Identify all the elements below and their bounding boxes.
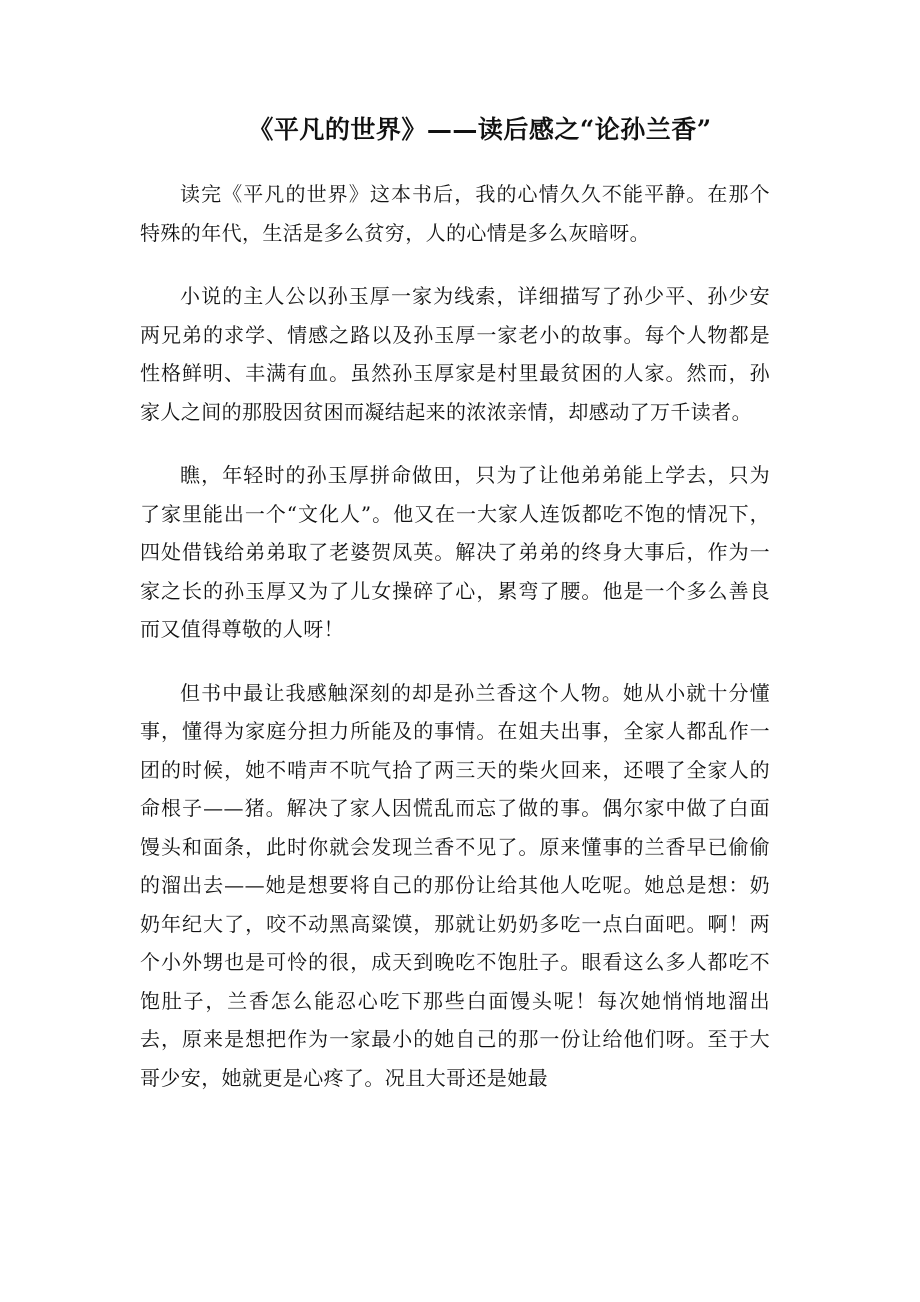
document-title: 《平凡的世界》——读后感之“论孙兰香” (248, 115, 712, 144)
paragraph-2: 小说的主人公以孙玉厚一家为线索，详细描写了孙少平、孙少安两兄弟的求学、情感之路以及孙玉厚一家老小的故事。每个人物都是性格鲜明、丰满有血。虽然孙玉厚家是村里最贫困的人家。然而，孙家人之间的那股因贫困而凝结起来的浓浓亲情，却感动了万千读者。 (140, 284, 770, 424)
paragraph-1: 读完《平凡的世界》这本书后，我的心情久久不能平静。在那个特殊的年代，生活是多么贫穷，人的心情是多么灰暗呀。 (140, 182, 770, 245)
paragraph-4: 但书中最让我感触深刻的却是孙兰香这个人物。她从小就十分懂事，懂得为家庭分担力所能及的事情。在姐夫出事，全家人都乱作一团的时候，她不啃声不吭气拾了两三天的柴火回来，还喂了全家人的命根子——猪。解决了家人因慌乱而忘了做的事。偶尔家中做了白面馒头和面条，此时你就会发现兰香不见了。原来懂事的兰香早已偷偷的溜出去——她是想要将自己的那份让给其他人吃呢。她总是想：奶奶年纪大了，咬不动黑高粱馍，那就让奶奶多吃一点白面吧。啊！两个小外甥也是可怜的很，成天到晚吃不饱肚子。眼看这么多人都吃不饱肚子，兰香怎么能忍心吃下那些白面馒头呢！每次她悄悄地溜出去，原来是想把作为一家最小的她自己的那一份让给他们呀。至于大哥少安，她就更是心疼了。况且大哥还是她最 (140, 680, 770, 1090)
document-body (140, 175, 770, 1097)
paragraph-3: 瞧，年轻时的孙玉厚拼命做田，只为了让他弟弟能上学去，只为了家里能出一个“文化人”。他又在一大家人连饭都吃不饱的情况下，四处借钱给弟弟取了老婆贺凤英。解决了弟弟的终身大事后，作为一家之长的孙玉厚又为了儿女操碎了心，累弯了腰。他是一个多么善良而又值得尊敬的人呀！ (140, 463, 770, 641)
